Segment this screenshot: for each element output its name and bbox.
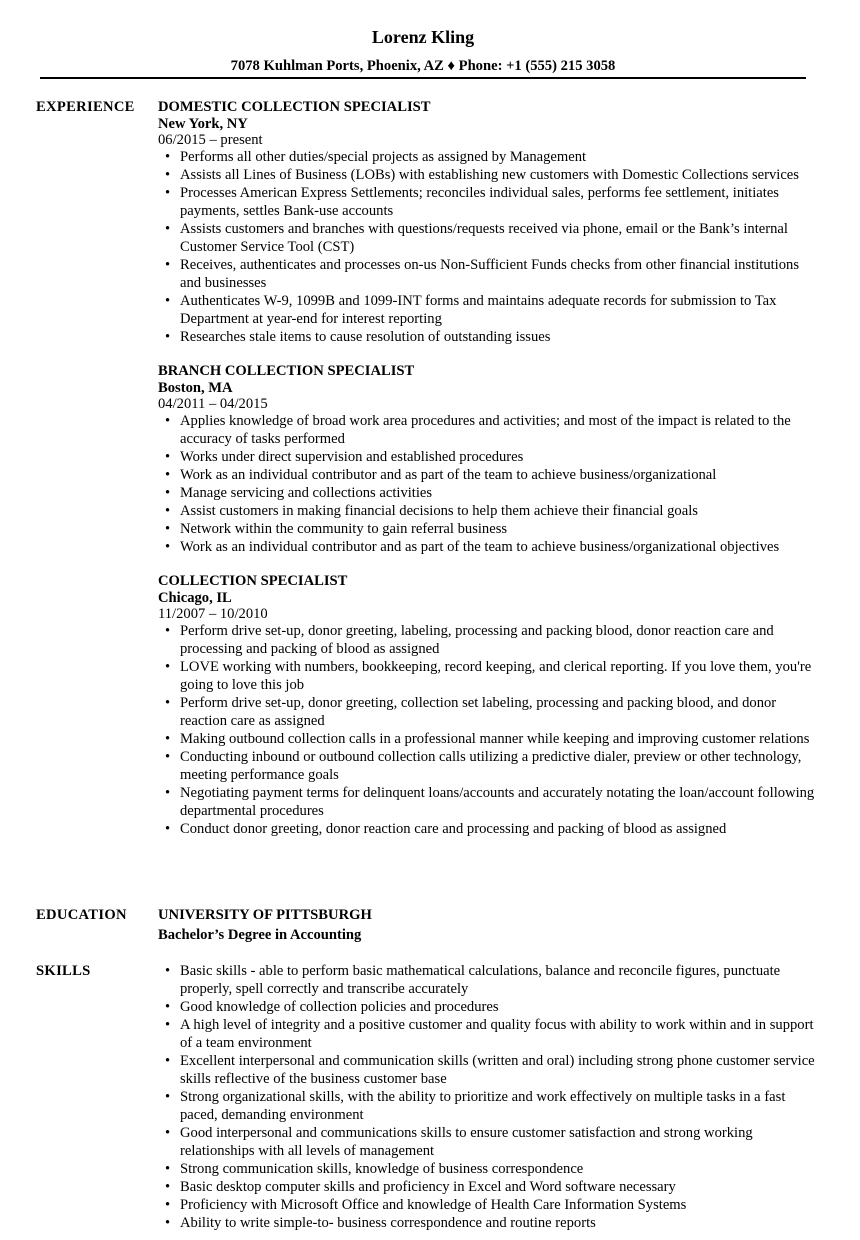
job-location: Boston, MA <box>158 380 233 396</box>
job-location: Chicago, IL <box>158 590 232 606</box>
job-title: DOMESTIC COLLECTION SPECIALIST <box>158 99 431 115</box>
job-bullet: • Negotiating payment terms for delinquent loans/accounts and accurately notating the loan/account following departmental procedures <box>158 784 816 820</box>
job-bullet: • Assists all Lines of Business (LOBs) with establishing new customers with Domestic Collections services <box>158 166 816 184</box>
job-bullet: • Assist customers in making financial decisions to help them achieve their financial goals <box>158 502 816 520</box>
section-label-education: EDUCATION <box>36 907 127 923</box>
skill-item: • Good knowledge of collection policies and procedures <box>158 998 816 1016</box>
job-bullet: • Perform drive set-up, donor greeting, collection set labeling, processing and packing blood, and donor reaction care as assigned <box>158 694 816 730</box>
job-bullet: • Network within the community to gain referral business <box>158 520 816 538</box>
job-dates: 04/2011 – 04/2015 <box>158 396 268 412</box>
job-bullet: • Assists customers and branches with questions/requests received via phone, email or the Bank’s internal Customer Service Tool (CST) <box>158 220 816 256</box>
header-divider <box>40 77 806 79</box>
job-bullet: • Receives, authenticates and processes on-us Non-Sufficient Funds checks from other financial institutions and businesses <box>158 256 816 292</box>
job-bullet: • Conducting inbound or outbound collection calls utilizing a predictive dialer, preview or other technology, meeting performance goals <box>158 748 816 784</box>
skill-item: • Proficiency with Microsoft Office and knowledge of Health Care Information Systems <box>158 1196 816 1214</box>
job-bullet: • Performs all other duties/special projects as assigned by Management <box>158 148 816 166</box>
skill-item: • Good interpersonal and communications skills to ensure customer satisfaction and strong working relationships with all levels of management <box>158 1124 816 1160</box>
job-bullets <box>158 622 816 838</box>
job-entry <box>158 98 816 346</box>
job-bullet: • Applies knowledge of broad work area procedures and activities; and most of the impact is related to the accuracy of tasks performed <box>158 412 816 448</box>
job-bullet: • Work as an individual contributor and as part of the team to achieve business/organizational objectives <box>158 538 816 556</box>
job-bullet: • Work as an individual contributor and as part of the team to achieve business/organizational <box>158 466 816 484</box>
experience-section <box>36 98 816 854</box>
skill-item: • Excellent interpersonal and communication skills (written and oral) including strong phone customer service skills reflective of the business customer base <box>158 1052 816 1088</box>
skill-item: • Basic desktop computer skills and proficiency in Excel and Word software necessary <box>158 1178 816 1196</box>
job-entry <box>158 362 816 556</box>
skill-item: • Basic skills - able to perform basic mathematical calculations, balance and reconcile figures, punctuate properly, spell correctly and transcribe accurately <box>158 962 816 998</box>
job-bullet: • Researches stale items to cause resolution of outstanding issues <box>158 328 816 346</box>
skills-section <box>36 962 816 1232</box>
candidate-name: Lorenz Kling <box>371 27 475 47</box>
skill-item: • A high level of integrity and a positive customer and quality focus with ability to work within and in support of a team environment <box>158 1016 816 1052</box>
job-bullet: • Manage servicing and collections activities <box>158 484 816 502</box>
contact-line: 7078 Kuhlman Ports, Phoenix, AZ ♦ Phone: +1 (555) 215 3058 <box>230 58 616 74</box>
job-bullet: • Processes American Express Settlements; reconciles individual sales, performs fee settlement, initiates payments, settles Bank-use accounts <box>158 184 816 220</box>
job-bullet: • Perform drive set-up, donor greeting, labeling, processing and packing blood, donor reaction care and processing and packing of blood as assigned <box>158 622 816 658</box>
job-title: COLLECTION SPECIALIST <box>158 573 348 589</box>
job-bullet: • Making outbound collection calls in a professional manner while keeping and improving customer relations <box>158 730 816 748</box>
job-bullet: • Conduct donor greeting, donor reaction care and processing and packing of blood as assigned <box>158 820 816 838</box>
education-section <box>36 906 816 946</box>
job-bullet: • LOVE working with numbers, bookkeeping, record keeping, and clerical reporting. If you love them, you're going to love this job <box>158 658 816 694</box>
skill-item: • Strong communication skills, knowledge of business correspondence <box>158 1160 816 1178</box>
section-label-skills: SKILLS <box>36 963 91 979</box>
degree: Bachelor’s Degree in Accounting <box>158 927 362 943</box>
resume-header <box>0 26 846 75</box>
job-bullets <box>158 148 816 346</box>
job-bullet: • Authenticates W-9, 1099B and 1099-INT forms and maintains adequate records for submission to Tax Department at year-end for interest reporting <box>158 292 816 328</box>
job-bullet: • Works under direct supervision and established procedures <box>158 448 816 466</box>
skill-item: • Strong organizational skills, with the ability to prioritize and work effectively on multiple tasks in a fast paced, demanding environment <box>158 1088 816 1124</box>
job-dates: 11/2007 – 10/2010 <box>158 606 268 622</box>
job-entry <box>158 572 816 838</box>
school-name: UNIVERSITY OF PITTSBURGH <box>158 907 372 923</box>
job-location: New York, NY <box>158 116 248 132</box>
section-label-experience: EXPERIENCE <box>36 99 135 115</box>
job-bullets <box>158 412 816 556</box>
job-title: BRANCH COLLECTION SPECIALIST <box>158 363 415 379</box>
skill-item: • Ability to write simple-to- business correspondence and routine reports <box>158 1214 816 1232</box>
skills-list <box>158 962 816 1232</box>
job-dates: 06/2015 – present <box>158 132 263 148</box>
